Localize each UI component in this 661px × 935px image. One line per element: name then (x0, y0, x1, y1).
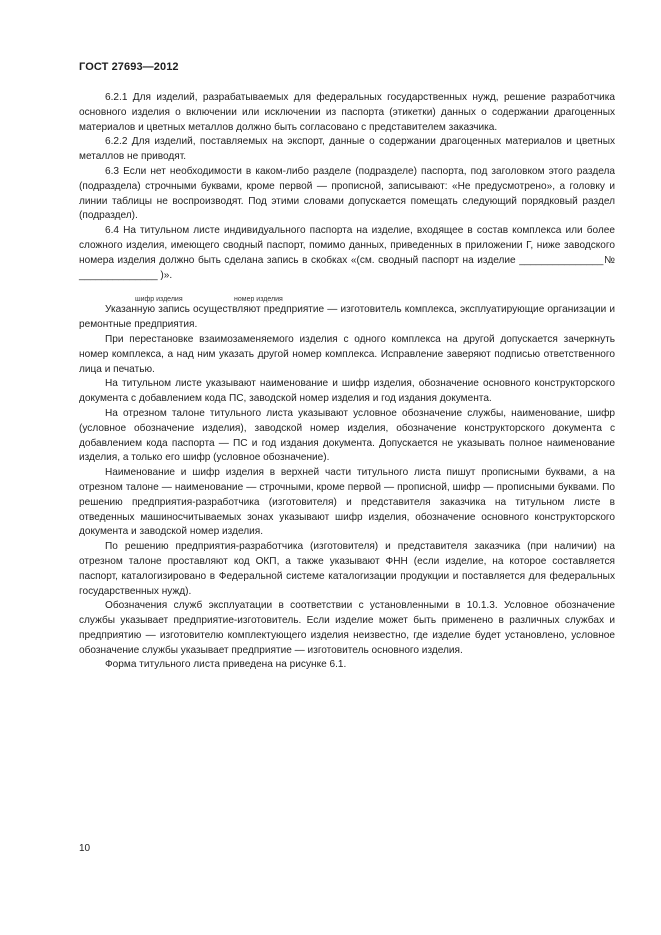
paragraph: По решению предприятия-разработчика (изготовителя) и представителя заказчика (при наличии) на отрезном талоне проставляют код ОКП, а также указывают ФНН (если изделие, на которое составляется паспорт, каталогизировано в Федеральной системе каталогизации продукции и поставляется для федеральных государственных нужд). (79, 541, 615, 597)
paragraph: При перестановке взаимозаменяемого изделия с одного комплекса на другой допускается зачеркнуть номер комплекса, а над ним указать другой номер комплекса. Исправление заверяют подписью ответственного лица и печатью. (79, 333, 615, 375)
paragraph: Наименование и шифр изделия в верхней части титульного листа пишут прописными буквами, а на отрезном талоне — наименование — строчными, кроме первой — прописной, шифр — прописными буквами. По решению предприятия-разработчика (изготовителя) и представителя заказчика на титульном листе в отведенных машиносчитываемых зонах указывают шифр изделия, обозначение основного конструкторского документа и заводской номер изделия. (79, 467, 615, 538)
caption-cipher: шифр изделия (135, 296, 183, 304)
blank-captions (79, 283, 615, 303)
caption-number: номер изделия (234, 296, 283, 304)
paragraph-6-2-1: 6.2.1 Для изделий, разрабатываемых для федеральных государственных нужд, решение разработчика основного изделия о включении или исключении из паспорта (этикетки) данных о содержании драгоценных материалов и цветных металлов должно быть согласовано с представителем заказчика. (79, 92, 615, 133)
document-body (79, 91, 615, 673)
paragraph: Обозначения служб эксплуатации в соответствии с установленными в 10.1.3. Условное обозначение службы указывает предприятие-изготовитель. Если изделие может быть применено в различных службах и предприятию — изготовителю комплектующего изделия неизвестно, где изделие будет установлено, условное обозначение службы указывает предприятие — изготовитель основного изделия. (79, 600, 615, 656)
paragraph-6-4: 6.4 На титульном листе индивидуального паспорта на изделие, входящее в состав комплекса или более сложного изделия, имеющего сводный паспорт, помимо данных, приведенных в приложении Г, ниже заводского номера изделия должно быть сделана запись в скобках «(см. сводный паспорт на изделие _______________№ ______________ )». (79, 225, 615, 281)
paragraph-6-2-2: 6.2.2 Для изделий, поставляемых на экспорт, данные о содержании драгоценных материалов и цветных металлов не приводят. (79, 136, 615, 163)
paragraph: Указанную запись осуществляют предприятие — изготовитель комплекса, эксплуатирующие организации и ремонтные предприятия. (79, 304, 615, 331)
paragraph: На отрезном талоне титульного листа указывают условное обозначение службы, наименование, шифр (условное обозначение изделия), заводской номер изделия, обозначение конструкторского документа с добавлением кода паспорта — ПС и год издания документа. Допускается не указывать полное наименование изделия, а только его шифр (условное обозначение). (79, 407, 615, 464)
paragraph-6-3: 6.3 Если нет необходимости в каком-либо разделе (подразделе) паспорта, под заголовком этого раздела (подраздела) строчными буквами, кроме первой — прописной, записывают: «Не предусмотрено», а головку и линии таблицы не воспроизводят. Под этими словами допускается помещать следующий порядковый раздел (подраздел). (79, 165, 615, 222)
paragraph: На титульном листе указывают наименование и шифр изделия, обозначение основного конструкторского документа с добавлением кода ПС, заводской номер изделия и год издания документа. (79, 378, 615, 405)
paragraph: Форма титульного листа приведена на рисунке 6.1. (105, 659, 347, 671)
standard-number: ГОСТ 27693—2012 (79, 61, 179, 73)
page-number: 10 (79, 843, 91, 854)
